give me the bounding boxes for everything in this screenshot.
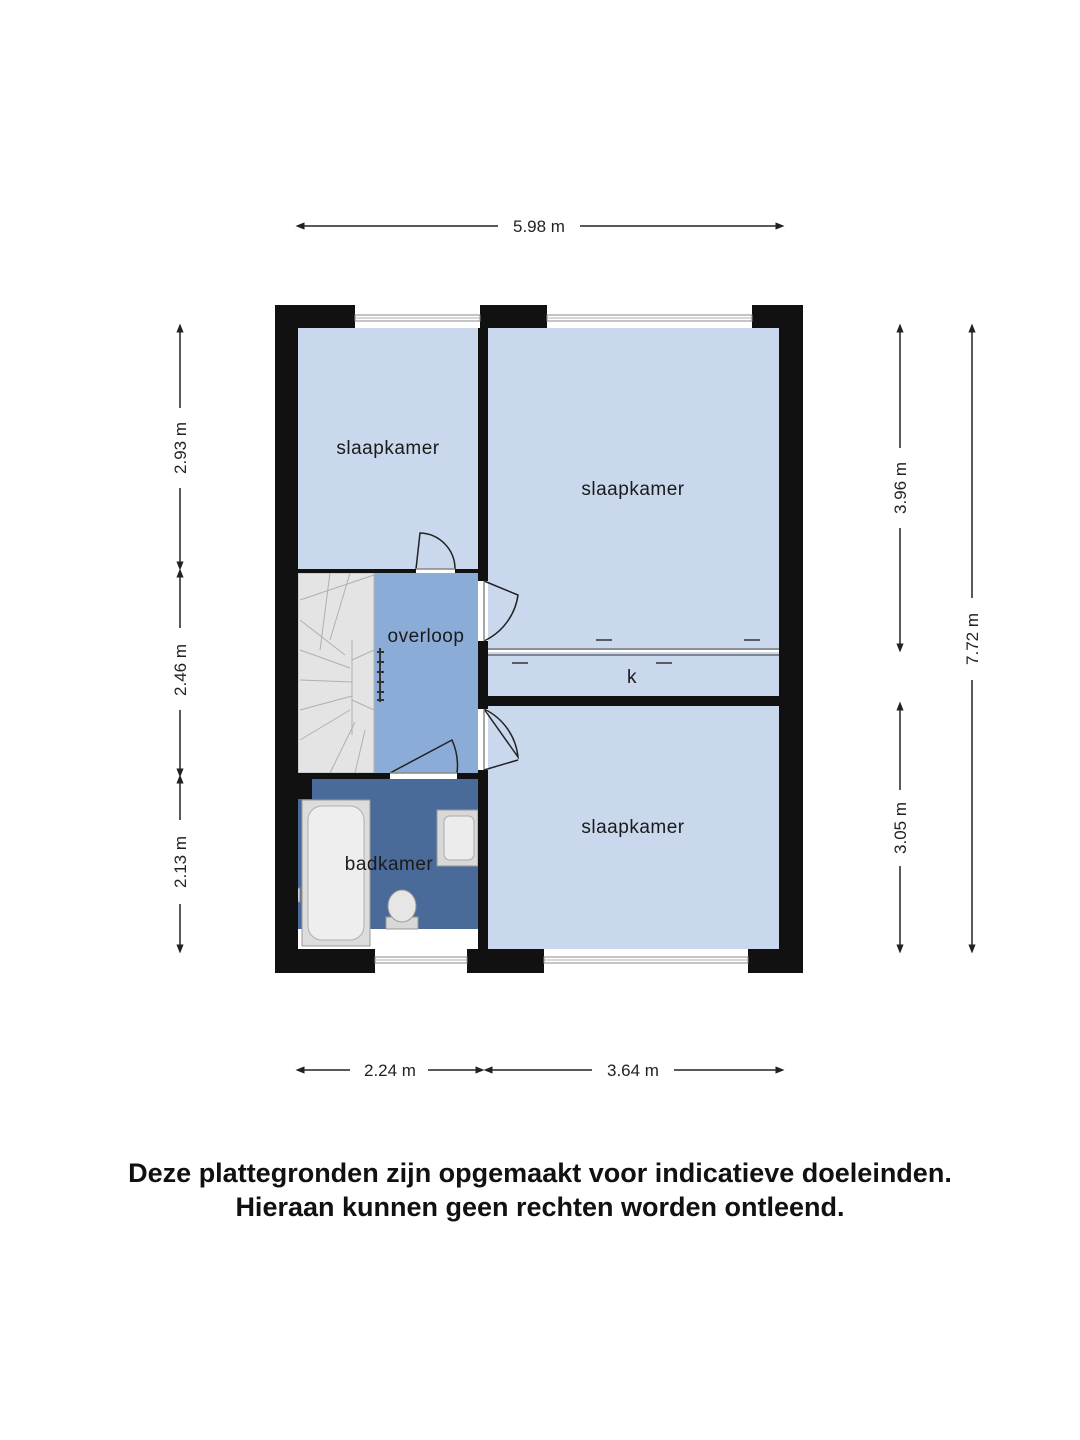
disclaimer-line-2: Hieraan kunnen geen rechten worden ontleend. <box>235 1192 845 1222</box>
sink <box>437 810 478 866</box>
dimension-bottom-right-label: 3.64 m <box>607 1061 659 1080</box>
dimension-right-bottom-label: 3.05 m <box>891 802 910 854</box>
dimension-right-top-label: 3.96 m <box>891 462 910 514</box>
dimension-left-bottom-label: 2.13 m <box>171 836 190 888</box>
bathroom-floor-strip <box>370 929 478 949</box>
bedroom-large-label: slaapkamer <box>581 479 685 500</box>
dimension-bottom-left-label: 2.24 m <box>364 1061 416 1080</box>
closet-label: k <box>627 667 637 688</box>
bathroom-label: badkamer <box>344 854 434 875</box>
bedroom-bottom-label: slaapkamer <box>581 817 685 838</box>
landing-label: overloop <box>387 626 465 647</box>
staircase <box>298 573 384 773</box>
dimension-right-total-label: 7.72 m <box>963 613 982 665</box>
bedroom-small-label: slaapkamer <box>336 438 440 459</box>
dimension-top-label: 5.98 m <box>513 217 565 236</box>
landing-area <box>374 573 478 773</box>
disclaimer-line-1: Deze plattegronden zijn opgemaakt voor indicatieve doeleinden. <box>128 1158 952 1188</box>
dimension-left-top-label: 2.93 m <box>171 422 190 474</box>
toilet <box>386 890 418 929</box>
dimension-left-middle-label: 2.46 m <box>171 644 190 696</box>
